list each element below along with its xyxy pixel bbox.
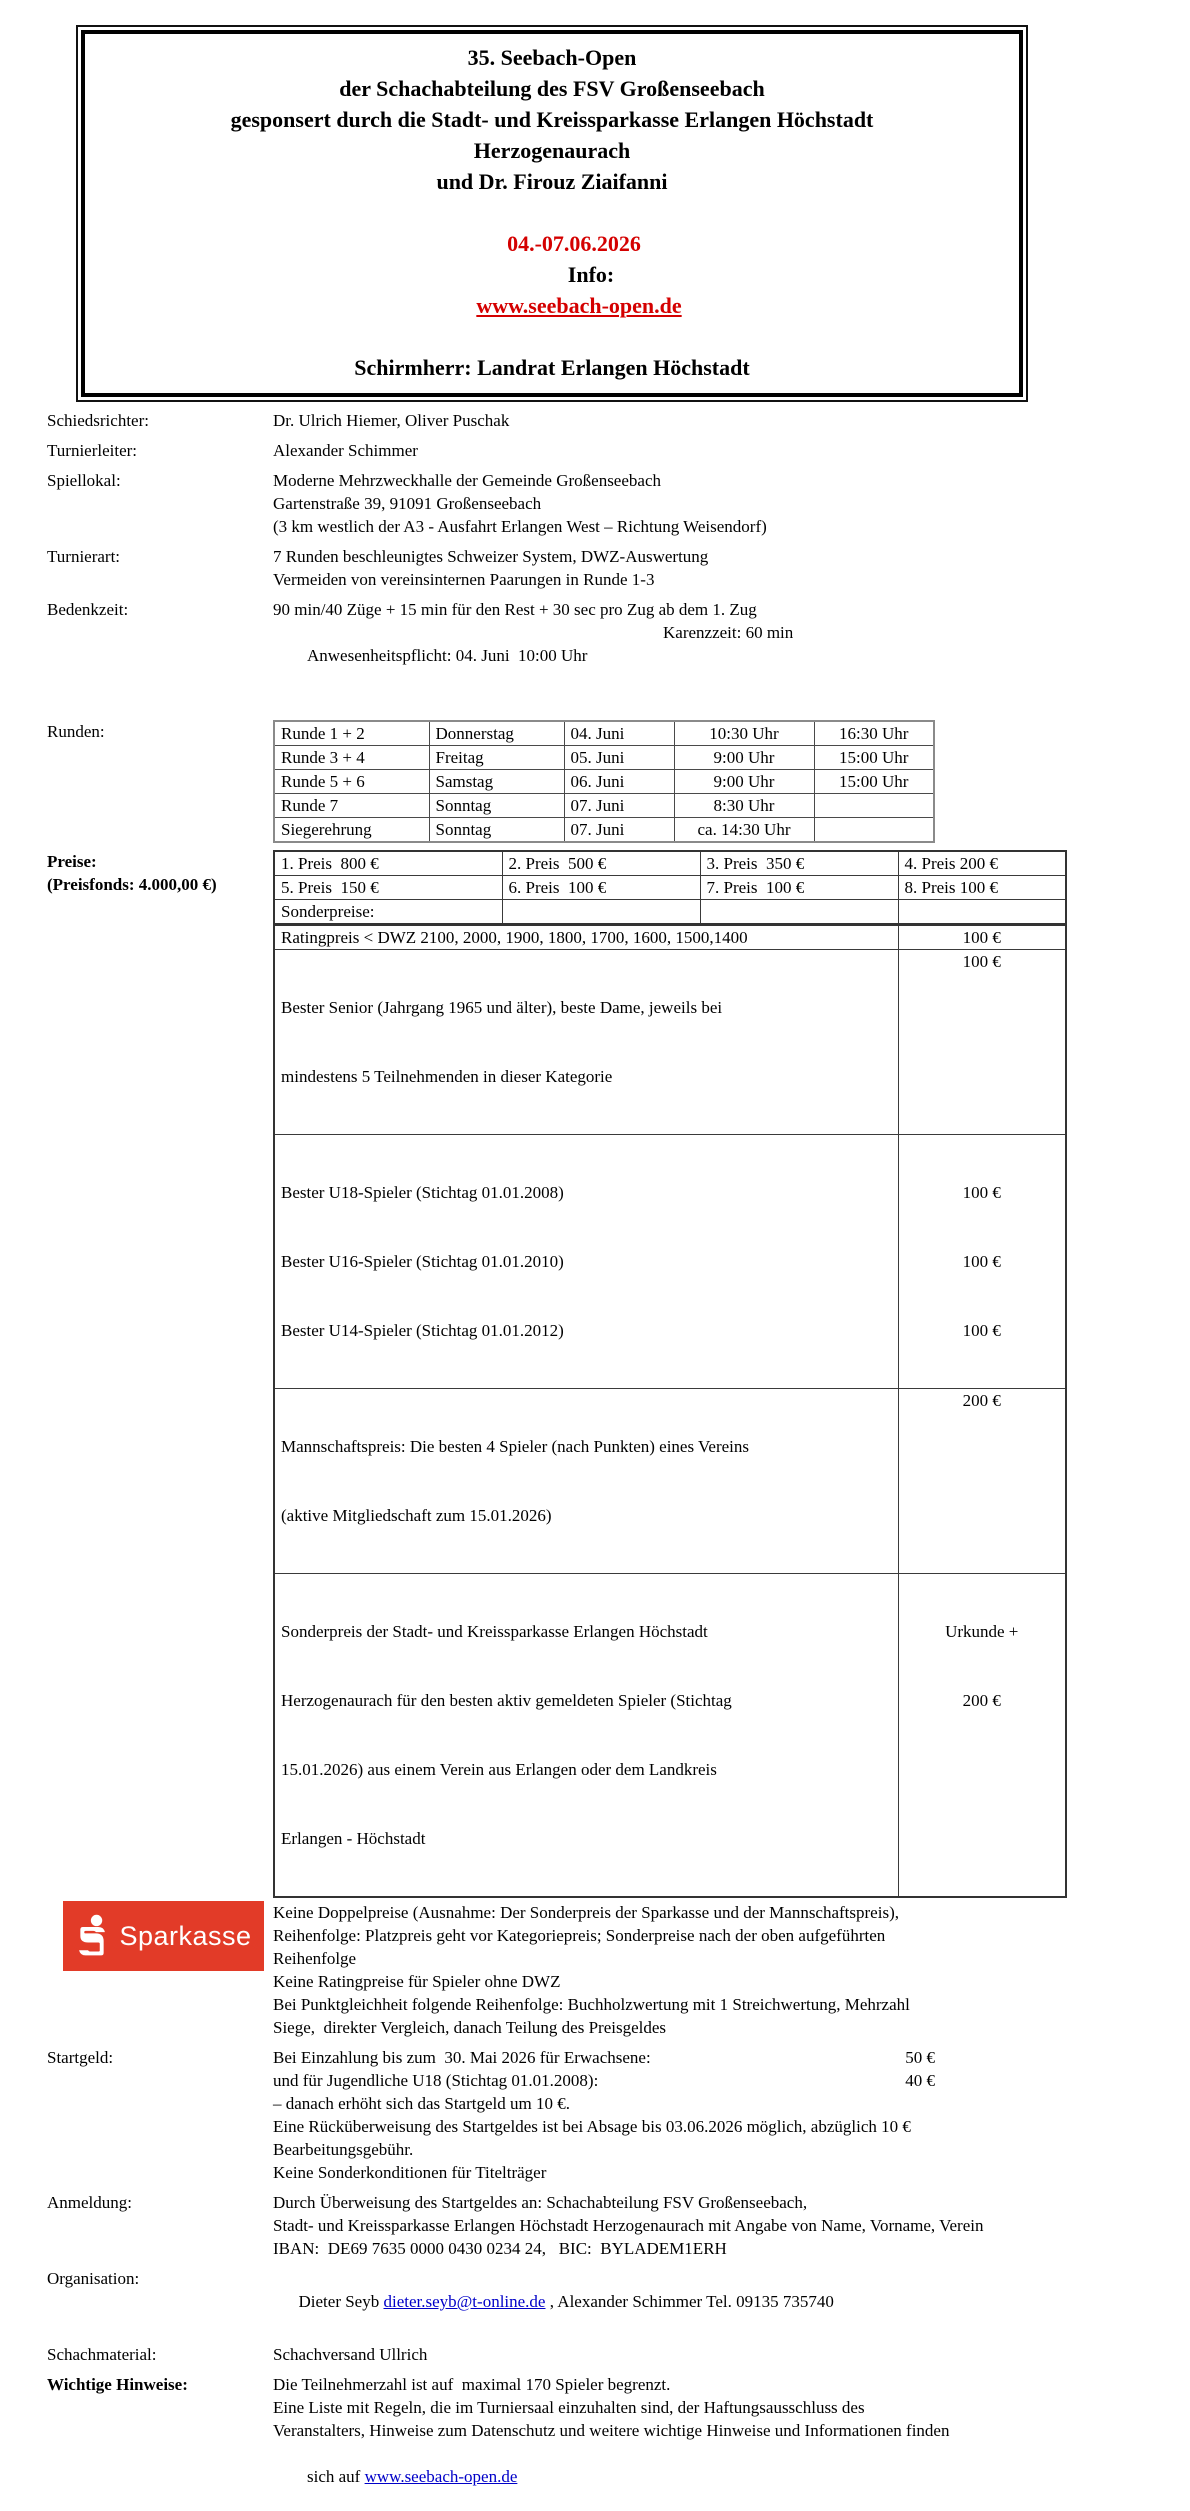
round-cell: Runde 7 — [274, 794, 429, 818]
prizes-tables-wrap — [273, 850, 1190, 1898]
row-turnierleiter — [0, 439, 1190, 462]
jugend-prize: 100 € — [962, 1252, 1001, 1271]
date-cell: 07. Juni — [564, 818, 674, 843]
bedenkzeit-line1: 90 min/40 Züge + 15 min für den Rest + 30 sec pro Zug ab dem 1. Zug — [273, 600, 757, 619]
round-cell: Runde 3 + 4 — [274, 746, 429, 770]
row-runden — [0, 720, 1190, 843]
row-preise — [0, 850, 1190, 1898]
day-cell: Donnerstag — [429, 721, 564, 746]
field-value-spiellokal — [273, 469, 1190, 538]
field-value-hinweise — [273, 2373, 1190, 2511]
website-link-footer[interactable]: www.seebach-open.de — [364, 2467, 518, 2486]
prize-cell: 2. Preis 500 € — [502, 851, 700, 876]
row-organisation — [0, 2267, 1190, 2336]
spiellokal-line: Gartenstraße 39, 91091 Großenseebach — [273, 494, 542, 513]
special-prize-amount: 100 € — [898, 950, 1066, 1135]
prize-cell: 1. Preis 800 € — [274, 851, 502, 876]
anmeldung-line: Durch Überweisung des Startgeldes an: Schachabteilung FSV Großenseebach, — [273, 2193, 808, 2212]
field-label-startgeld: Startgeld: — [47, 2048, 114, 2067]
prize-note-line: Reihenfolge — [273, 1949, 357, 1968]
prize-note-line: Reihenfolge: Platzpreis geht vor Kategoriepreis; Sonderpreise nach der oben aufgeführten — [273, 1926, 886, 1945]
prize-row — [274, 851, 1066, 876]
field-value-turnierleiter: Alexander Schimmer — [273, 441, 418, 460]
date-cell: 04. Juni — [564, 721, 674, 746]
jugend-line: Bester U18-Spieler (Stichtag 01.01.2008) — [281, 1183, 564, 1202]
hinweise-line: Die Teilnehmerzahl ist auf maximal 170 Spieler begrenzt. — [273, 2375, 671, 2394]
date-cell: 07. Juni — [564, 794, 674, 818]
senior-line: Bester Senior (Jahrgang 1965 und älter), beste Dame, jeweils bei — [281, 998, 723, 1017]
prize-note-line: Keine Doppelpreise (Ausnahme: Der Sonderpreis der Sparkasse und der Mannschaftspreis), — [273, 1903, 899, 1922]
time-cell: ca. 14:30 Uhr — [674, 818, 814, 843]
startgeld-row-adults — [273, 2046, 935, 2069]
special-prize-text: Ratingpreis < DWZ 2100, 2000, 1900, 1800, 1700, 1600, 1500,1400 — [274, 925, 898, 950]
bedenkzeit-line2 — [273, 621, 1190, 713]
jugend-prize: 100 € — [962, 1183, 1001, 1202]
time-cell — [814, 794, 934, 818]
karenzzeit-text: Karenzzeit: 60 min — [663, 623, 794, 642]
organisation-rest: , Alexander Schimmer Tel. 09135 735740 — [545, 2292, 834, 2311]
info-label: Info: — [567, 262, 615, 287]
date-cell: 05. Juni — [564, 746, 674, 770]
special-prize-amount — [898, 1135, 1066, 1389]
special-prize-row — [274, 1389, 1066, 1574]
jugend-line: Bester U14-Spieler (Stichtag 01.01.2012) — [281, 1321, 564, 1340]
sparkasse-prize-line: Erlangen - Höchstadt — [281, 1829, 426, 1848]
time-cell: 15:00 Uhr — [814, 746, 934, 770]
field-value-organisation — [273, 2267, 1190, 2336]
special-prize-amount: 200 € — [898, 1389, 1066, 1574]
special-prize-text — [274, 1574, 898, 1898]
day-cell: Samstag — [429, 770, 564, 794]
field-label-preisfonds: (Preisfonds: 4.000,00 €) — [47, 875, 217, 894]
startgeld-note-line: Bearbeitungsgebühr. — [273, 2140, 414, 2159]
senior-line: mindestens 5 Teilnehmenden in dieser Kategorie — [281, 1067, 613, 1086]
hinweise-line: Eine Liste mit Regeln, die im Turniersaal einzuhalten sind, der Haftungsausschluss des — [273, 2398, 865, 2417]
sparkasse-prize-line: Sonderpreis der Stadt- und Kreissparkasse Erlangen Höchstadt — [281, 1622, 708, 1641]
row-schachmaterial — [0, 2343, 1190, 2366]
place-prizes-table — [273, 850, 1067, 925]
prize-note-line: Siege, direkter Vergleich, danach Teilung des Preisgeldes — [273, 2018, 667, 2037]
field-label-turnierart: Turnierart: — [47, 547, 121, 566]
special-prizes-table — [273, 924, 1067, 1898]
startgeld-adults-text: Bei Einzahlung bis zum 30. Mai 2026 für Erwachsene: — [273, 2048, 651, 2067]
tournament-title: 35. Seebach-Open — [467, 45, 637, 70]
rounds-row — [274, 721, 934, 746]
field-value-turnierart — [273, 545, 1190, 591]
prize-row — [274, 900, 1066, 925]
prize-cell: 4. Preis 200 € — [898, 851, 1066, 876]
day-cell: Sonntag — [429, 794, 564, 818]
mannschaft-line: Mannschaftspreis: Die besten 4 Spieler (nach Punkten) eines Vereins — [281, 1437, 750, 1456]
anwesenheitspflicht-text: Anwesenheitspflicht: 04. Juni 10:00 Uhr — [307, 646, 588, 665]
field-label-bedenkzeit: Bedenkzeit: — [47, 600, 129, 619]
patron-line: Schirmherr: Landrat Erlangen Höchstadt — [354, 355, 750, 380]
row-schiedsrichter — [0, 409, 1190, 432]
time-cell: 9:00 Uhr — [674, 746, 814, 770]
startgeld-adults-amount: 50 € — [905, 2048, 935, 2067]
prize-cell: 5. Preis 150 € — [274, 876, 502, 900]
field-value-schachmaterial: Schachversand Ullrich — [273, 2345, 428, 2364]
prize-cell: 6. Preis 100 € — [502, 876, 700, 900]
website-link-header[interactable]: www.seebach-open.de — [476, 293, 682, 318]
time-cell: 16:30 Uhr — [814, 721, 934, 746]
sparkasse-logo-col — [0, 1901, 273, 2039]
row-bedenkzeit — [0, 598, 1190, 713]
special-prize-text — [274, 1135, 898, 1389]
time-cell: 15:00 Uhr — [814, 770, 934, 794]
field-label-turnierleiter: Turnierleiter: — [47, 441, 138, 460]
special-prize-row — [274, 1574, 1066, 1898]
field-label-runden: Runden: — [47, 722, 105, 741]
prize-cell — [502, 900, 700, 925]
hinweise-line: Veranstalters, Hinweise zum Datenschutz und weitere wichtige Hinweise und Informationen finden — [273, 2421, 950, 2440]
day-cell: Freitag — [429, 746, 564, 770]
header-box-inner — [81, 30, 1023, 397]
row-hinweise — [0, 2373, 1190, 2511]
row-startgeld — [0, 2046, 1190, 2184]
startgeld-note-line: Eine Rücküberweisung des Startgeldes ist bei Absage bis 03.06.2026 möglich, abzüglich 10 € — [273, 2117, 911, 2136]
sparkasse-logo — [63, 1901, 264, 1971]
special-prize-row — [274, 925, 1066, 950]
anmeldung-line: Stadt- und Kreissparkasse Erlangen Höchstadt Herzogenaurach mit Angabe von Name, Vorname, Verein — [273, 2216, 984, 2235]
startgeld-youth-amount: 40 € — [905, 2071, 935, 2090]
field-label-spiellokal: Spiellokal: — [47, 471, 121, 490]
rounds-table — [273, 720, 935, 843]
field-value-startgeld — [273, 2046, 1190, 2184]
turnierart-line: Vermeiden von vereinsinternen Paarungen in Runde 1-3 — [273, 570, 655, 589]
rounds-table-wrap — [273, 720, 1190, 843]
spiellokal-line: Moderne Mehrzweckhalle der Gemeinde Großenseebach — [273, 471, 661, 490]
tournament-date: 04.-07.06.2026 — [507, 231, 641, 256]
startgeld-note-line: – danach erhöht sich das Startgeld um 10 €. — [273, 2094, 570, 2113]
field-value-schiedsrichter: Dr. Ulrich Hiemer, Oliver Puschak — [273, 411, 510, 430]
row-turnierart — [0, 545, 1190, 591]
rounds-row — [274, 794, 934, 818]
row-spiellokal — [0, 469, 1190, 538]
field-value-bedenkzeit — [273, 598, 1190, 713]
rounds-row — [274, 818, 934, 843]
rounds-row — [274, 770, 934, 794]
sparkasse-prize-line: Herzogenaurach für den besten aktiv gemeldeten Spieler (Stichtag — [281, 1691, 732, 1710]
title-line-3: gesponsert durch die Stadt- und Kreissparkasse Erlangen Höchstadt — [230, 107, 874, 132]
round-cell: Siegerehrung — [274, 818, 429, 843]
time-cell — [814, 818, 934, 843]
tournament-flyer-page — [0, 25, 1190, 2486]
time-cell: 8:30 Uhr — [674, 794, 814, 818]
startgeld-youth-text: und für Jugendliche U18 (Stichtag 01.01.2008): — [273, 2071, 599, 2090]
preise-label-block — [0, 850, 273, 1898]
header-box — [76, 25, 1028, 402]
mannschaft-line: (aktive Mitgliedschaft zum 15.01.2026) — [281, 1506, 552, 1525]
special-prize-amount: 100 € — [898, 925, 1066, 950]
sparkasse-logo-text: Sparkasse — [119, 1920, 252, 1951]
row-prize-notes — [0, 1901, 1190, 2039]
prize-note-line: Keine Ratingpreise für Spieler ohne DWZ — [273, 1972, 561, 1991]
special-prize-text — [274, 1389, 898, 1574]
prize-cell — [898, 900, 1066, 925]
startgeld-note-line: Keine Sonderkonditionen für Titelträger — [273, 2163, 547, 2182]
sparkasse-prize-line: 15.01.2026) aus einem Verein aus Erlangen oder dem Landkreis — [281, 1760, 717, 1779]
date-info-line — [95, 197, 1009, 352]
field-label-preise: Preise: — [47, 852, 97, 871]
title-line-4: Herzogenaurach — [473, 138, 631, 163]
time-cell: 9:00 Uhr — [674, 770, 814, 794]
special-prize-row — [274, 950, 1066, 1135]
rounds-row — [274, 746, 934, 770]
time-cell: 10:30 Uhr — [674, 721, 814, 746]
row-anmeldung — [0, 2191, 1190, 2260]
email-link[interactable]: dieter.seyb@t-online.de — [383, 2292, 546, 2311]
hinweise-last-pre: sich auf — [307, 2467, 365, 2486]
prize-cell: 7. Preis 100 € — [700, 876, 898, 900]
field-label-hinweise: Wichtige Hinweise: — [47, 2375, 188, 2394]
spiellokal-line: (3 km westlich der A3 - Ausfahrt Erlangen West – Richtung Weisendorf) — [273, 517, 767, 536]
date-cell: 06. Juni — [564, 770, 674, 794]
day-cell: Sonntag — [429, 818, 564, 843]
title-line-2: der Schachabteilung des FSV Großenseebach — [339, 76, 765, 101]
sparkasse-prize-amount-line: 200 € — [962, 1691, 1001, 1710]
field-label-anmeldung: Anmeldung: — [47, 2193, 132, 2212]
title-line-5: und Dr. Firouz Ziaifanni — [436, 169, 668, 194]
jugend-prize: 100 € — [962, 1321, 1001, 1340]
prize-cell: 8. Preis 100 € — [898, 876, 1066, 900]
prize-cell — [700, 900, 898, 925]
round-cell: Runde 1 + 2 — [274, 721, 429, 746]
special-prize-text — [274, 950, 898, 1135]
hinweise-last-line — [273, 2442, 1190, 2511]
field-label-schachmaterial: Schachmaterial: — [47, 2345, 157, 2364]
startgeld-row-youth — [273, 2069, 935, 2092]
sparkasse-prize-amount-line: Urkunde + — [945, 1622, 1019, 1641]
anmeldung-iban-line: IBAN: DE69 7635 0000 0430 0234 24, BIC: BYLADEM1ERH — [273, 2239, 727, 2258]
special-prize-amount — [898, 1574, 1066, 1898]
sonderpreise-header-cell: Sonderpreise: — [274, 900, 502, 925]
special-prize-row — [274, 1135, 1066, 1389]
sparkasse-logo-icon — [75, 1914, 109, 1958]
prize-row — [274, 876, 1066, 900]
field-label-schiedsrichter: Schiedsrichter: — [47, 411, 149, 430]
round-cell: Runde 5 + 6 — [274, 770, 429, 794]
jugend-line: Bester U16-Spieler (Stichtag 01.01.2010) — [281, 1252, 564, 1271]
turnierart-line: 7 Runden beschleunigtes Schweizer System, DWZ-Auswertung — [273, 547, 709, 566]
prize-cell: 3. Preis 350 € — [700, 851, 898, 876]
field-label-organisation: Organisation: — [47, 2269, 140, 2288]
field-value-anmeldung — [273, 2191, 1190, 2260]
prize-note-line: Bei Punktgleichheit folgende Reihenfolge: Buchholzwertung mit 1 Streichwertung, Mehrzahl — [273, 1995, 910, 2014]
prize-notes — [273, 1901, 1190, 2039]
organisation-name: Dieter Seyb — [298, 2292, 384, 2311]
